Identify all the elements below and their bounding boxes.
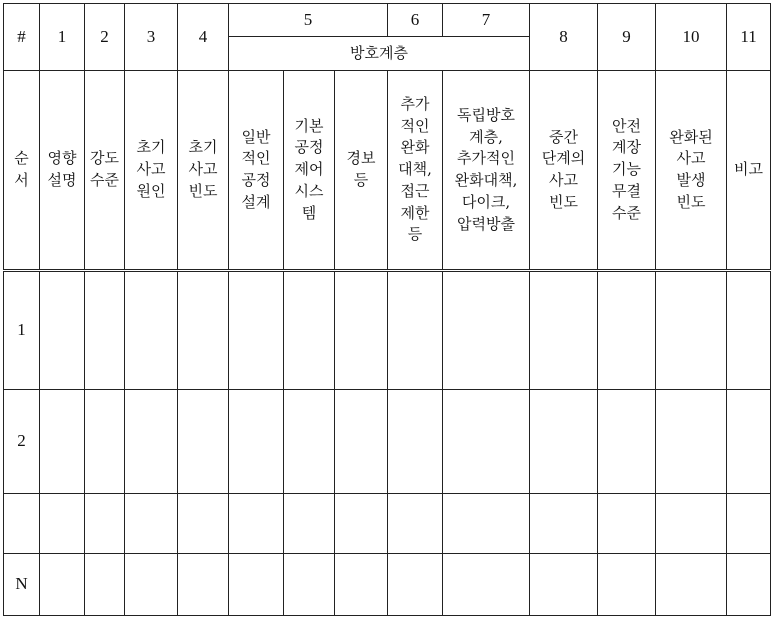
table-cell <box>530 271 598 390</box>
col-number-3: 3 <box>125 4 178 71</box>
col-number-9: 9 <box>598 4 656 71</box>
table-cell <box>178 390 229 494</box>
table-cell <box>727 554 771 616</box>
table-cell <box>284 494 335 554</box>
table-cell <box>598 271 656 390</box>
table-cell <box>178 494 229 554</box>
table-cell <box>388 390 443 494</box>
header-additional-mitigation: 추가 적인 완화 대책, 접근 제한 등 <box>388 71 443 271</box>
lopa-worksheet-table <box>3 3 771 616</box>
header-independent-protection-layer: 독립방호 계층, 추가적인 완화대책, 다이크, 압력방출 <box>443 71 530 271</box>
row-label <box>4 494 40 554</box>
table-cell <box>727 271 771 390</box>
col-number-1: 1 <box>40 4 85 71</box>
table-cell <box>598 390 656 494</box>
header-initiating-frequency: 초기 사고 빈도 <box>178 71 229 271</box>
column-header-row <box>4 71 771 271</box>
table-cell <box>388 271 443 390</box>
table-cell <box>40 271 85 390</box>
header-basic-process-control-system: 기본 공정 제어 시스 템 <box>284 71 335 271</box>
table-cell <box>229 494 284 554</box>
table-cell <box>85 390 125 494</box>
header-intermediate-event-frequency: 중간 단계의 사고 빈도 <box>530 71 598 271</box>
table-cell <box>284 271 335 390</box>
table-row <box>4 554 771 616</box>
hash-header: # <box>4 4 40 71</box>
table-cell <box>40 494 85 554</box>
header-sequence: 순 서 <box>4 71 40 271</box>
row-label: N <box>4 554 40 616</box>
table-cell <box>125 271 178 390</box>
table-cell <box>388 494 443 554</box>
table-cell <box>229 554 284 616</box>
col-number-4: 4 <box>178 4 229 71</box>
table-row <box>4 494 771 554</box>
table-cell <box>85 494 125 554</box>
table-cell <box>656 494 727 554</box>
header-general-process-design: 일반 적인 공정 설계 <box>229 71 284 271</box>
table-row <box>4 271 771 390</box>
table-cell <box>388 554 443 616</box>
table-cell <box>530 390 598 494</box>
table-cell <box>125 494 178 554</box>
col-number-10: 10 <box>656 4 727 71</box>
table-cell <box>229 271 284 390</box>
header-mitigated-event-frequency: 완화된 사고 발생 빈도 <box>656 71 727 271</box>
table-cell <box>335 390 388 494</box>
table-row <box>4 390 771 494</box>
col-number-7: 7 <box>443 4 530 37</box>
col-number-2: 2 <box>85 4 125 71</box>
table-cell <box>656 271 727 390</box>
row-label: 2 <box>4 390 40 494</box>
header-alarm: 경보 등 <box>335 71 388 271</box>
header-initiating-cause: 초기 사고 원인 <box>125 71 178 271</box>
table-cell <box>530 494 598 554</box>
table-cell <box>335 554 388 616</box>
table-cell <box>284 554 335 616</box>
header-impact-description: 영향 설명 <box>40 71 85 271</box>
table-cell <box>656 390 727 494</box>
table-cell <box>598 494 656 554</box>
table-cell <box>284 390 335 494</box>
table-cell <box>85 554 125 616</box>
table-cell <box>727 494 771 554</box>
row-label: 1 <box>4 271 40 390</box>
header-remarks: 비고 <box>727 71 771 271</box>
table-cell <box>443 271 530 390</box>
table-cell <box>335 494 388 554</box>
table-cell <box>598 554 656 616</box>
table-cell <box>530 554 598 616</box>
header-sif-integrity-level: 안전 계장 기능 무결 수준 <box>598 71 656 271</box>
table-cell <box>40 554 85 616</box>
protection-layer-group-label: 방호계층 <box>229 37 530 71</box>
table-cell <box>178 554 229 616</box>
col-number-6: 6 <box>388 4 443 37</box>
table-cell <box>125 554 178 616</box>
table-cell <box>727 390 771 494</box>
table-cell <box>335 271 388 390</box>
table-cell <box>178 271 229 390</box>
col-number-5: 5 <box>229 4 388 37</box>
col-number-8: 8 <box>530 4 598 71</box>
table-cell <box>656 554 727 616</box>
header-severity-level: 강도 수준 <box>85 71 125 271</box>
table-cell <box>85 271 125 390</box>
table-cell <box>443 390 530 494</box>
table-cell <box>229 390 284 494</box>
table-cell <box>125 390 178 494</box>
column-number-row <box>4 4 771 37</box>
table-cell <box>443 494 530 554</box>
table-cell <box>40 390 85 494</box>
table-cell <box>443 554 530 616</box>
col-number-11: 11 <box>727 4 771 71</box>
